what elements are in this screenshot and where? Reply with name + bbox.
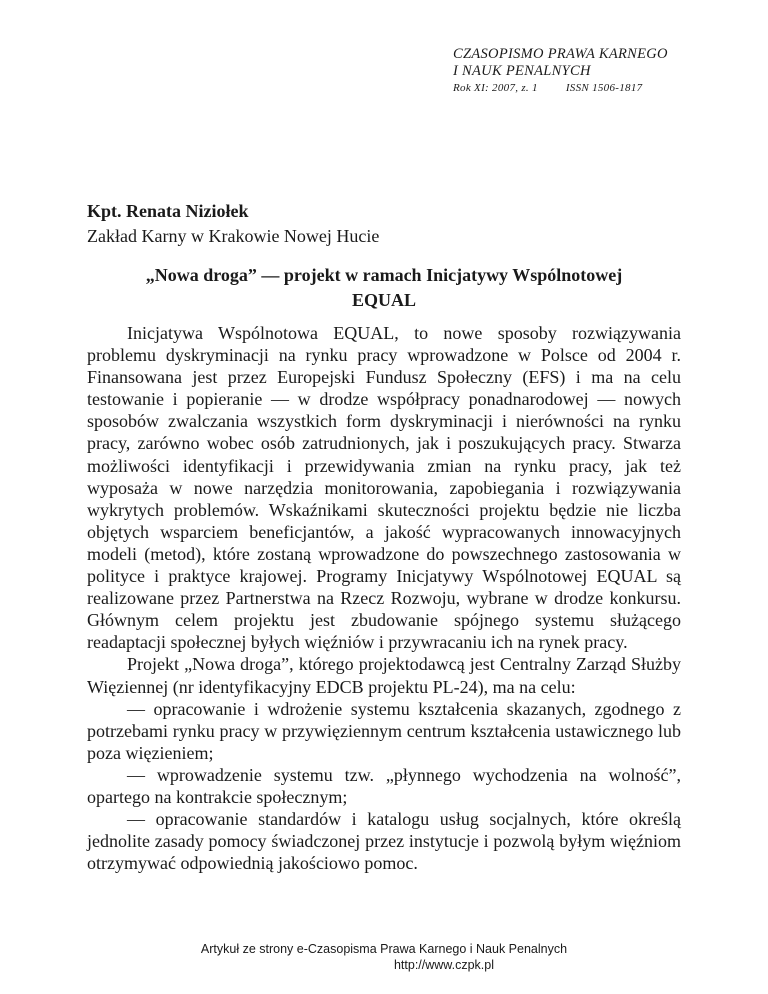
article-title-line-2: EQUAL <box>351 290 416 310</box>
page-footer <box>0 941 768 973</box>
journal-year-issue: Rok XI: 2007, z. 1 <box>453 82 538 94</box>
list-item-goal-1: — opracowanie i wdrożenie systemu kształcenia skazanych, zgodnego z potrzebami rynku pracy w przywięziennym centrum kształcenia ustawicznego lub poza więzieniem; <box>87 698 681 763</box>
footer-source-text: Artykuł ze strony e-Czasopisma Prawa Karnego i Nauk Penalnych <box>200 942 568 956</box>
article-body <box>87 322 681 874</box>
journal-header <box>453 46 713 95</box>
list-item-goal-2: — wprowadzenie systemu tzw. „płynnego wychodzenia na wolność”, opartego na kontrakcie społecznym; <box>87 764 681 807</box>
journal-meta <box>453 81 713 95</box>
article-title-line-1: „Nowa droga” — projekt w ramach Inicjatywy Wspólnotowej <box>145 265 623 285</box>
journal-issn: ISSN 1506-1817 <box>565 82 643 94</box>
author-block <box>87 199 379 249</box>
article-title <box>87 263 681 313</box>
author-name: Kpt. Renata Niziołek <box>87 201 249 221</box>
footer-url-link[interactable]: http://www.czpk.pl <box>393 958 495 972</box>
paragraph-intro: Inicjatywa Wspólnotowa EQUAL, to nowe sposoby rozwiązywania problemu dyskryminacji na rynku pracy wprowadzone w Polsce od 2004 r. Finansowana jest przez Europejski Fundusz Społeczny (EFS) i ma na celu testowanie i popieranie — w drodze współpracy ponadnarodowej — nowych sposobów zwalczania wszystkich form dyskryminacji i nierówności na rynku pracy, zarówno wobec osób zatrudnionych, jak i poszukujących pracy. Stwarza możliwości identyfikacji i przewidywania zmian na rynku pracy, jak też wyposaża w nowe narzędzia monitorowania, zapobiegania i rozwiązywania wykrytych problemów. Wskaźnikami skuteczności projektu będzie nie liczba objętych wsparciem beneficjantów, a jakość wypracowanych innowacyjnych modeli (metod), które zostaną wprowadzone do powszechnego zastosowania w polityce i praktyce krajowej. Programy Inicjatywy Wspólnotowej EQUAL są realizowane przez Partnerstwa na Rzecz Rozwoju, wybrane w drodze konkursu. Głównym celem projektu jest zbudowanie spójnego systemu służącego readaptacji społecznej byłych więźniów i przywracaniu ich na rynek pracy. <box>87 323 681 653</box>
author-affiliation: Zakład Karny w Krakowie Nowej Hucie <box>87 226 380 246</box>
journal-name-line-1: CZASOPISMO PRAWA KARNEGO <box>453 46 668 62</box>
list-item-goal-3: — opracowanie standardów i katalogu usług socjalnych, które określą jednolite zasady pomocy świadczonej przez instytucje i pozwolą byłym więźniom otrzymywać odpowiednią jakościowo pomoc. <box>87 809 681 874</box>
paragraph-project-goals: Projekt „Nowa droga”, którego projektodawcą jest Centralny Zarząd Służby Więziennej (nr identyfikacyjny EDCB projektu PL-24), ma na celu: <box>87 654 681 697</box>
journal-name-line-2: I NAUK PENALNYCH <box>453 63 591 79</box>
